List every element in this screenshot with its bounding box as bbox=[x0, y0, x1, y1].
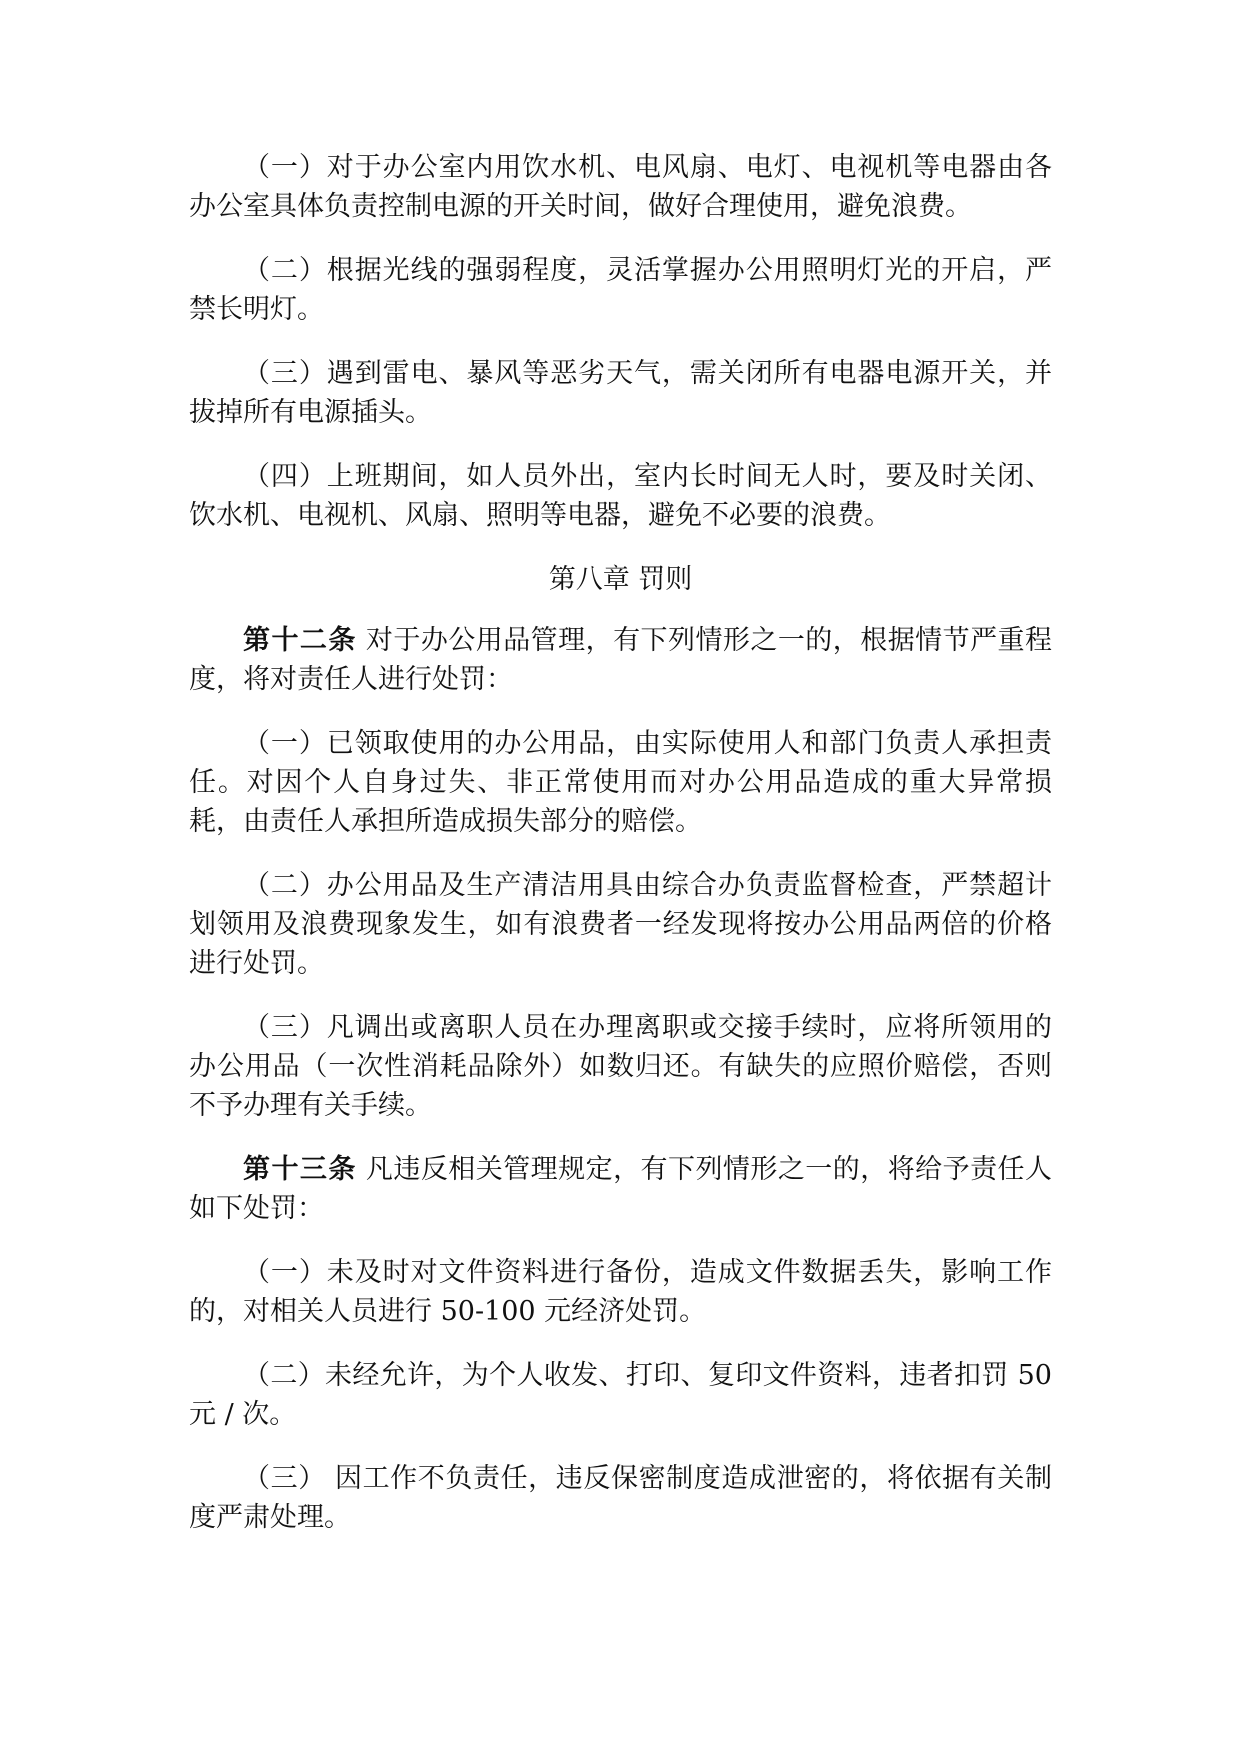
paragraph-energy-item-2: （二）根据光线的强弱程度，灵活掌握办公用照明灯光的开启，严禁长明灯。 bbox=[189, 255, 1052, 325]
article-13 bbox=[189, 1150, 1052, 1228]
article-12-text: 对于办公用品管理，有下列情形之一的，根据情节严重程度，将对责任人进行处罚： bbox=[189, 625, 1052, 695]
chapter-title: 第八章 罚则 bbox=[548, 564, 693, 595]
paragraph-article13-item-3: （三） 因工作不负责任，违反保密制度造成泄密的，将依据有关制度严肃处理。 bbox=[189, 1463, 1052, 1533]
article-13-head: 第十三条 bbox=[243, 1154, 357, 1185]
paragraph-energy-item-1: （一）对于办公室内用饮水机、电风扇、电灯、电视机等电器由各办公室具体负责控制电源的开关时间，做好合理使用，避免浪费。 bbox=[189, 152, 1052, 222]
article-13-text: 凡违反相关管理规定，有下列情形之一的，将给予责任人如下处罚： bbox=[189, 1154, 1052, 1224]
paragraph-article12-item-1: （一）已领取使用的办公用品，由实际使用人和部门负责人承担责任。对因个人自身过失、非正常使用而对办公用品造成的重大异常损耗，由责任人承担所造成损失部分的赔偿。 bbox=[189, 728, 1052, 837]
article-12-head: 第十二条 bbox=[243, 625, 357, 656]
paragraph-article13-item-2: （二）未经允许，为个人收发、打印、复印文件资料，违者扣罚 50 元 / 次。 bbox=[189, 1360, 1052, 1430]
paragraph-article12-item-3: （三）凡调出或离职人员在办理离职或交接手续时，应将所领用的办公用品（一次性消耗品除外）如数归还。有缺失的应照价赔偿，否则不予办理有关手续。 bbox=[189, 1012, 1052, 1121]
paragraph-article13-item-1: （一）未及时对文件资料进行备份，造成文件数据丢失，影响工作的，对相关人员进行 50-100 元经济处罚。 bbox=[189, 1257, 1052, 1327]
document-body bbox=[189, 148, 1052, 1562]
paragraph-energy-item-3: （三）遇到雷电、暴风等恶劣天气，需关闭所有电器电源开关，并拔掉所有电源插头。 bbox=[189, 358, 1052, 428]
article-12 bbox=[189, 621, 1052, 699]
paragraph-energy-item-4: （四）上班期间，如人员外出，室内长时间无人时，要及时关闭、饮水机、电视机、风扇、照明等电器，避免不必要的浪费。 bbox=[189, 461, 1052, 531]
paragraph-article12-item-2: （二）办公用品及生产清洁用具由综合办负责监督检查，严禁超计划领用及浪费现象发生，如有浪费者一经发现将按办公用品两倍的价格进行处罚。 bbox=[189, 870, 1052, 979]
